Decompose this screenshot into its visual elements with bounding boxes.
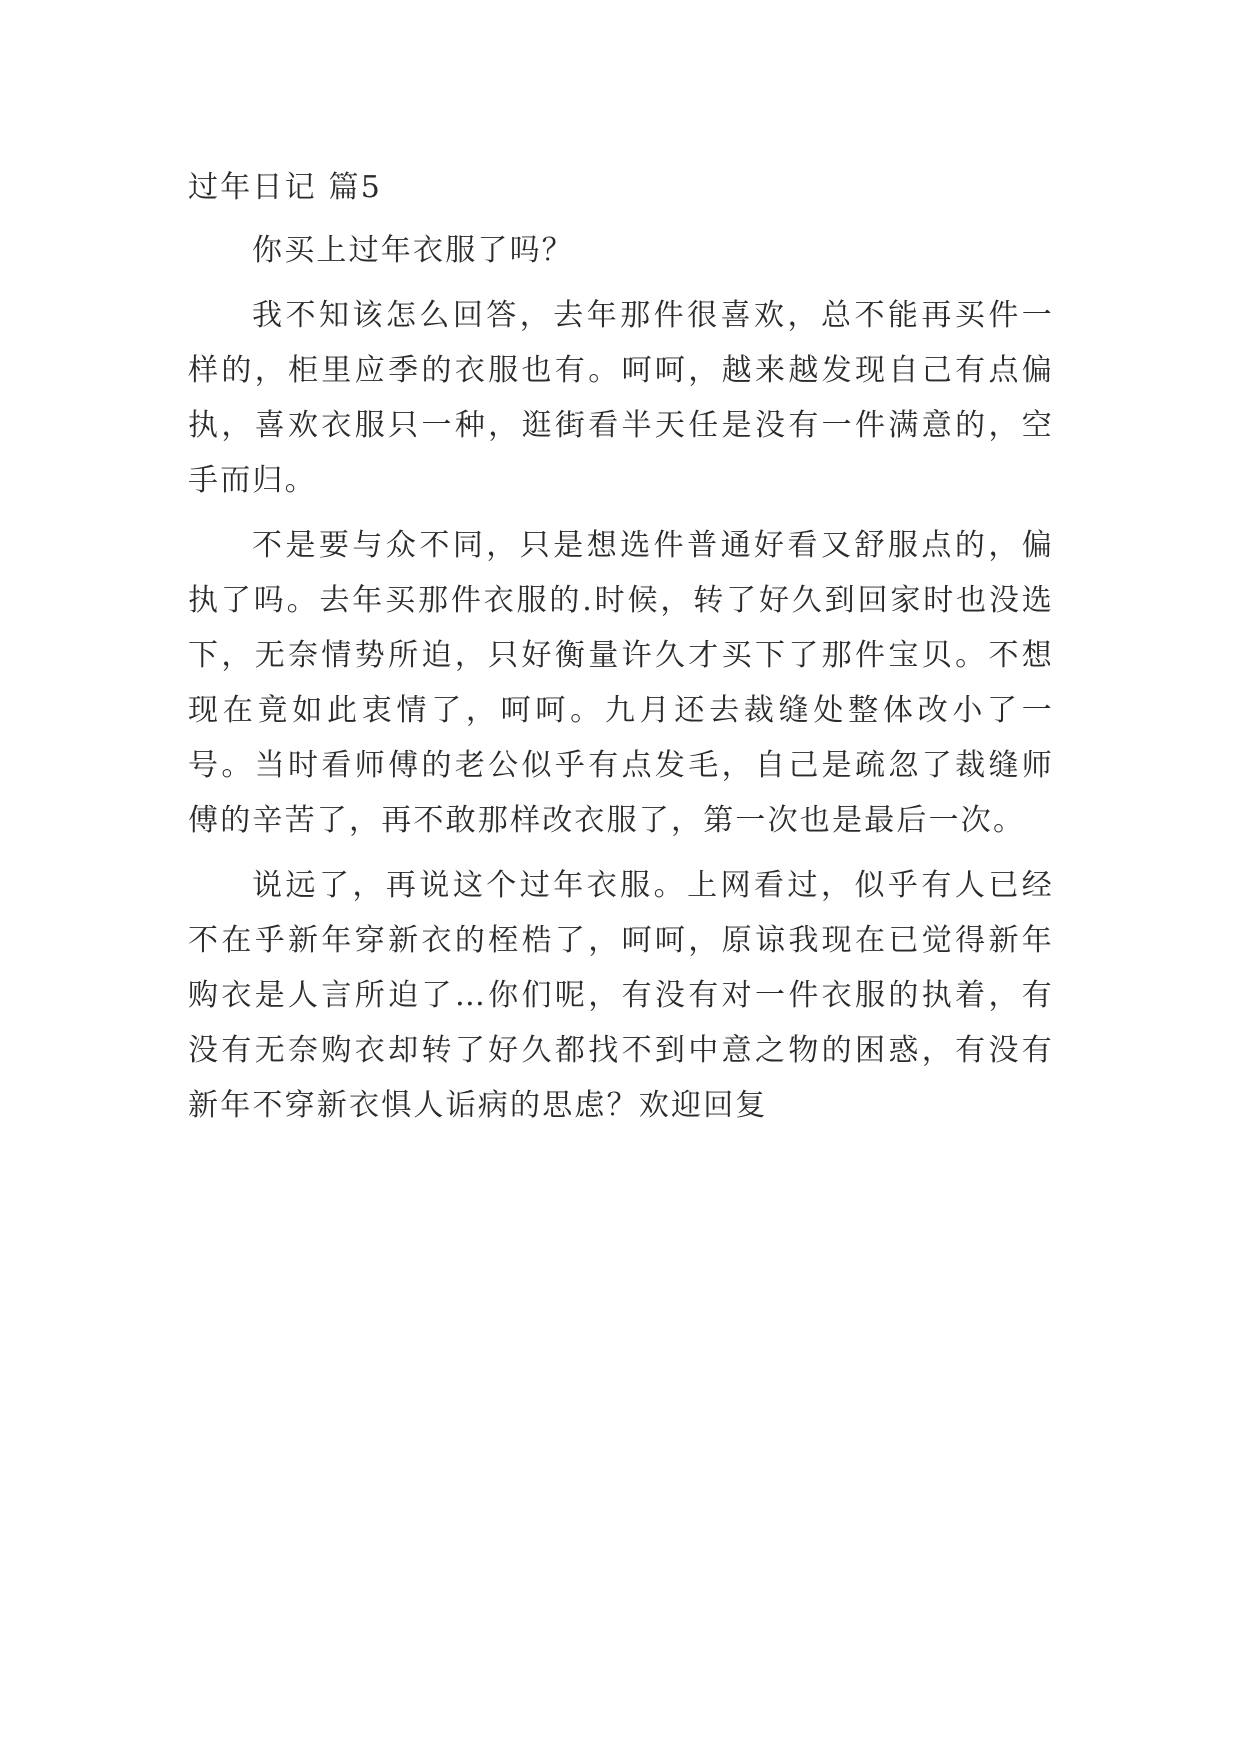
paragraph-1: 你买上过年衣服了吗？	[252, 233, 574, 268]
document-title: 过年日记 篇5	[188, 170, 383, 205]
paragraph-3: 不是要与众不同，只是想选件普通好看又舒服点的，偏执了吗。去年买那件衣服的.时候，转了好久到回家时也没选下，无奈情势所迫，只好衡量许久才买下了那件宝贝。不想现在竟如此衷情了，呵呵。九月还去裁缝处整体改小了一号。当时看师傅的老公似乎有点发毛，自己是疏忽了裁缝师傅的辛苦了，再不敢那样改衣服了，第一次也是最后一次。	[188, 528, 1054, 838]
paragraph-4: 说远了，再说这个过年衣服。上网看过，似乎有人已经不在乎新年穿新衣的桎梏了，呵呵，原谅我现在已觉得新年购衣是人言所迫了…你们呢，有没有对一件衣服的执着，有没有无奈购衣却转了好久都找不到中意之物的困惑，有没有新年不穿新衣惧人诟病的思虑？欢迎回复	[188, 868, 1054, 1123]
paragraph-2: 我不知该怎么回答，去年那件很喜欢，总不能再买件一样的，柜里应季的衣服也有。呵呵，越来越发现自己有点偏执，喜欢衣服只一种，逛街看半天任是没有一件满意的，空手而归。	[188, 298, 1054, 498]
document-body	[188, 160, 1054, 1133]
